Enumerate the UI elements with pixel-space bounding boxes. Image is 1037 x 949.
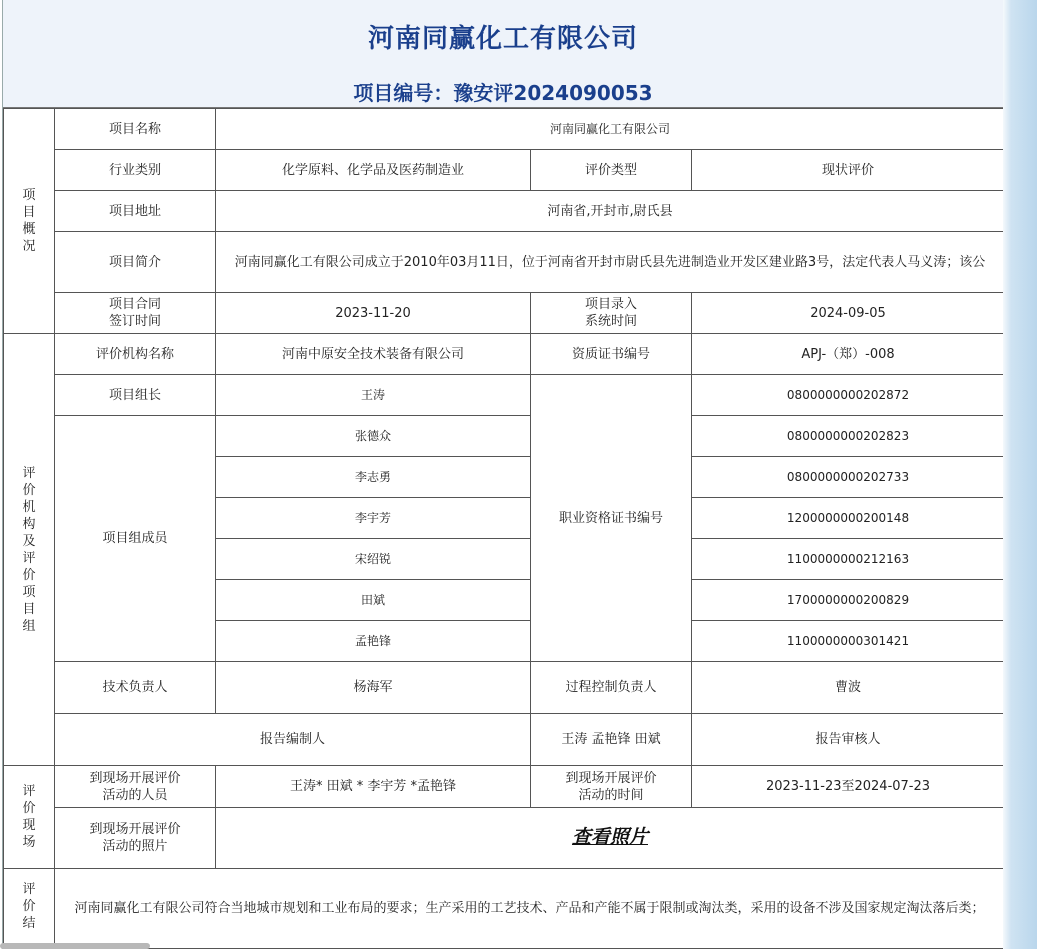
project-info-table bbox=[3, 108, 1003, 949]
members-label: 项目组成员 bbox=[55, 416, 216, 662]
report-reviewer-label: 报告审核人 bbox=[692, 714, 1004, 766]
qualification-label: 职业资格证书编号 bbox=[531, 375, 692, 662]
cert-label: 资质证书编号 bbox=[531, 334, 692, 375]
process-lead-value: 曹波 bbox=[692, 662, 1004, 714]
intro-label: 项目简介 bbox=[55, 232, 216, 293]
address-value: 河南省,开封市,尉氏县 bbox=[216, 191, 1004, 232]
entry-time-value: 2024-09-05 bbox=[692, 293, 1004, 334]
member-name: 李志勇 bbox=[216, 457, 531, 498]
member-cert: 1200000000200148 bbox=[692, 498, 1004, 539]
report-author-label: 报告编制人 bbox=[55, 714, 531, 766]
process-lead-label: 过程控制负责人 bbox=[531, 662, 692, 714]
eval-type-value: 现状评价 bbox=[692, 150, 1004, 191]
member-cert: 1100000000212163 bbox=[692, 539, 1004, 580]
agency-label: 评价机构名称 bbox=[55, 334, 216, 375]
agency-value: 河南中原安全技术装备有限公司 bbox=[216, 334, 531, 375]
contract-time-label: 项目合同 签订时间 bbox=[55, 293, 216, 334]
site-time-value: 2023-11-23至2024-07-23 bbox=[692, 766, 1004, 808]
industry-label: 行业类别 bbox=[55, 150, 216, 191]
address-label: 项目地址 bbox=[55, 191, 216, 232]
view-photos-link[interactable]: 查看照片 bbox=[571, 825, 648, 848]
member-cert: 0800000000202872 bbox=[692, 375, 1004, 416]
site-photo-cell bbox=[216, 808, 1004, 869]
report-page bbox=[2, 0, 1003, 949]
member-name: 张德众 bbox=[216, 416, 531, 457]
leader-label: 项目组长 bbox=[55, 375, 216, 416]
industry-value: 化学原料、化学品及医药制造业 bbox=[216, 150, 531, 191]
project-name-value: 河南同赢化工有限公司 bbox=[216, 109, 1004, 150]
tech-lead-value: 杨海军 bbox=[216, 662, 531, 714]
member-name: 田斌 bbox=[216, 580, 531, 621]
site-people-label: 到现场开展评价 活动的人员 bbox=[55, 766, 216, 808]
report-author-value: 王涛 孟艳锋 田斌 bbox=[531, 714, 692, 766]
section-site-label: 评 价 现 场 bbox=[4, 766, 55, 869]
member-name: 孟艳锋 bbox=[216, 621, 531, 662]
site-time-label: 到现场开展评价 活动的时间 bbox=[531, 766, 692, 808]
site-people-value: 王涛* 田斌 * 李宇芳 *孟艳锋 bbox=[216, 766, 531, 808]
project-number: 项目编号：豫安评2024090053 bbox=[353, 81, 653, 105]
section-conclusion-label: 评 价 结 bbox=[4, 869, 55, 949]
section-org-label: 评 价 机 构 及 评 价 项 目 组 bbox=[4, 334, 55, 766]
intro-value: 河南同赢化工有限公司成立于2010年03月11日，位于河南省开封市尉氏县先进制造业开发区建业路3号，法定代表人马义涛；该公 bbox=[216, 232, 1004, 293]
cert-value: APJ-（郑）-008 bbox=[692, 334, 1004, 375]
contract-time-value: 2023-11-20 bbox=[216, 293, 531, 334]
entry-time-label: 项目录入 系统时间 bbox=[531, 293, 692, 334]
page-header bbox=[3, 0, 1003, 108]
company-title: 河南同赢化工有限公司 bbox=[367, 24, 638, 54]
section-overview-label: 项 目 概 况 bbox=[4, 109, 55, 334]
member-cert: 0800000000202733 bbox=[692, 457, 1004, 498]
member-cert: 0800000000202823 bbox=[692, 416, 1004, 457]
tech-lead-label: 技术负责人 bbox=[55, 662, 216, 714]
site-photo-label: 到现场开展评价 活动的照片 bbox=[55, 808, 216, 869]
horizontal-scrollbar[interactable] bbox=[0, 943, 150, 949]
conclusion-text: 河南同赢化工有限公司符合当地城市规划和工业布局的要求；生产采用的工艺技术、产品和产能不属于限制或淘汰类，采用的设备不涉及国家规定淘汰落后类； bbox=[55, 869, 1004, 949]
project-name-label: 项目名称 bbox=[55, 109, 216, 150]
member-cert: 1100000000301421 bbox=[692, 621, 1004, 662]
eval-type-label: 评价类型 bbox=[531, 150, 692, 191]
member-name: 王涛 bbox=[216, 375, 531, 416]
member-name: 宋绍锐 bbox=[216, 539, 531, 580]
member-cert: 1700000000200829 bbox=[692, 580, 1004, 621]
member-name: 李宇芳 bbox=[216, 498, 531, 539]
